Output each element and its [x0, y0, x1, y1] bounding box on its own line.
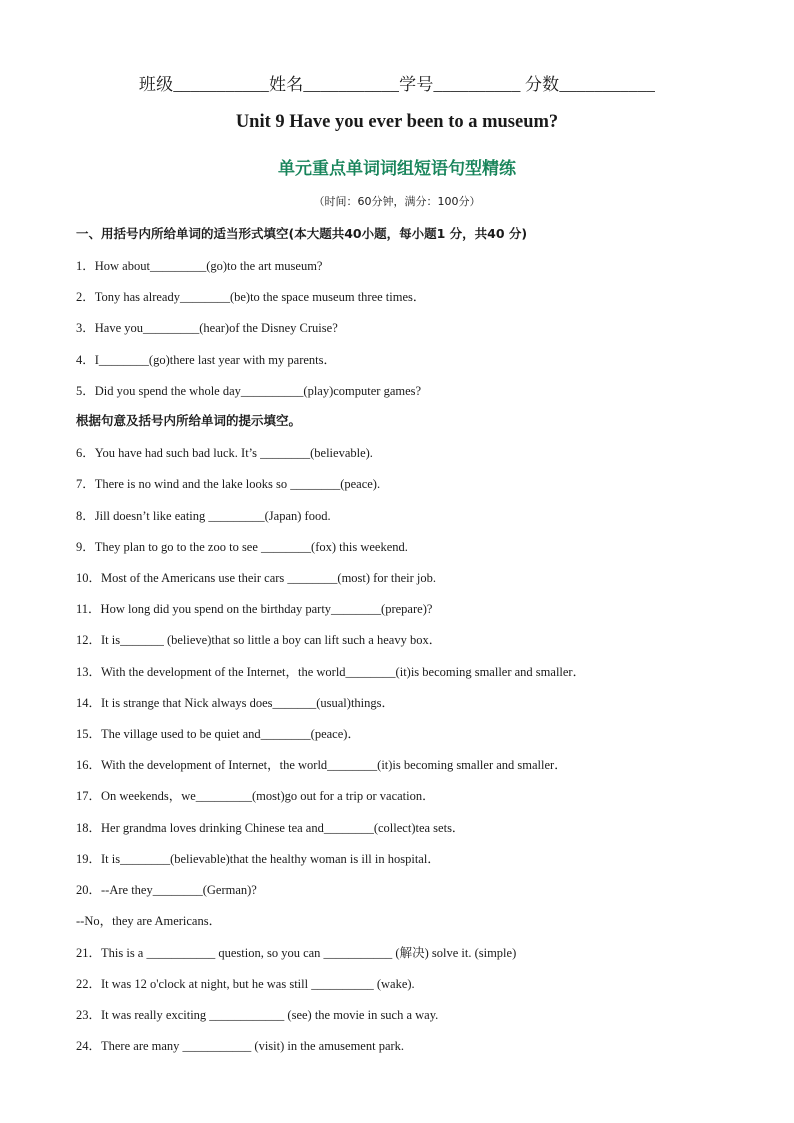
- name-label: 姓名: [269, 75, 304, 94]
- score-label: 分数: [520, 75, 560, 94]
- worksheet-subtitle: 单元重点单词词组短语句型精练: [278, 159, 516, 179]
- section1-heading: 一、用括号内所给单词的适当形式填空(本大题共40小题，每小题1 分，共40 分): [76, 226, 528, 241]
- question-21: 21．This is a ___________ question, so you can ___________ (解决) solve it. (simple): [76, 946, 517, 960]
- question-5: 5．Did you spend the whole day__________(play)computer games?: [76, 384, 422, 398]
- question-16: 16．With the development of Internet，the world________(it)is becoming smaller and smaller．: [76, 758, 567, 772]
- question-22: 22．It was 12 o'clock at night, but he was still __________ (wake).: [76, 977, 415, 991]
- student-id-blank: __________: [433, 75, 521, 94]
- question-8: 8．Jill doesn’t like eating _________(Japan) food.: [76, 509, 331, 523]
- question-24: 24．There are many ___________ (visit) in the amusement park.: [76, 1039, 405, 1053]
- class-blank: ___________: [173, 75, 270, 94]
- question-20: 20．--Are they________(German)?: [76, 883, 257, 897]
- question-23: 23．It was really exciting ____________ (see) the movie in such a way.: [76, 1008, 439, 1022]
- question-7: 7．There is no wind and the lake looks so ________(peace).: [76, 477, 381, 491]
- question-11: 11．How long did you spend on the birthday party________(prepare)?: [76, 602, 433, 616]
- question-12: 12．It is_______ (believe)that so little a boy can lift such a heavy box．: [76, 633, 442, 647]
- question-4: 4．I________(go)there last year with my parents．: [76, 353, 337, 367]
- question-10: 10．Most of the Americans use their cars ________(most) for their job.: [76, 571, 436, 585]
- question-1: 1．How about_________(go)to the art museum?: [76, 259, 323, 273]
- question-20-answer: --No，they are Americans．: [76, 914, 222, 928]
- class-label: 班级: [138, 75, 174, 94]
- name-blank: ___________: [303, 75, 400, 94]
- question-19: 19．It is________(believable)that the healthy woman is ill in hospital．: [76, 852, 440, 866]
- section2-heading: 根据句意及括号内所给单词的提示填空。: [76, 413, 302, 428]
- question-6: 6．You have had such bad luck. It’s ________(believable).: [76, 446, 373, 460]
- score-blank: ___________: [559, 75, 656, 94]
- question-14: 14．It is strange that Nick always does_______(usual)things．: [76, 696, 395, 710]
- question-2: 2．Tony has already________(be)to the space museum three times．: [76, 290, 426, 304]
- question-17: 17．On weekends，we_________(most)go out for a trip or vacation．: [76, 789, 435, 803]
- question-15: 15．The village used to be quiet and________(peace)．: [76, 727, 360, 741]
- question-3: 3．Have you_________(hear)of the Disney Cruise?: [76, 321, 338, 335]
- question-9: 9．They plan to go to the zoo to see ________(fox) this weekend.: [76, 540, 408, 554]
- time-info: （时间：60分钟，满分：100分）: [313, 195, 481, 208]
- question-13: 13．With the development of the Internet，the world________(it)is becoming smaller and smaller．: [76, 665, 586, 679]
- question-18: 18．Her grandma loves drinking Chinese tea and________(collect)tea sets．: [76, 821, 465, 835]
- student-id-label: 学号: [399, 75, 434, 94]
- worksheet-title: Unit 9 Have you ever been to a museum?: [235, 112, 559, 132]
- student-info-line: [0, 70, 794, 95]
